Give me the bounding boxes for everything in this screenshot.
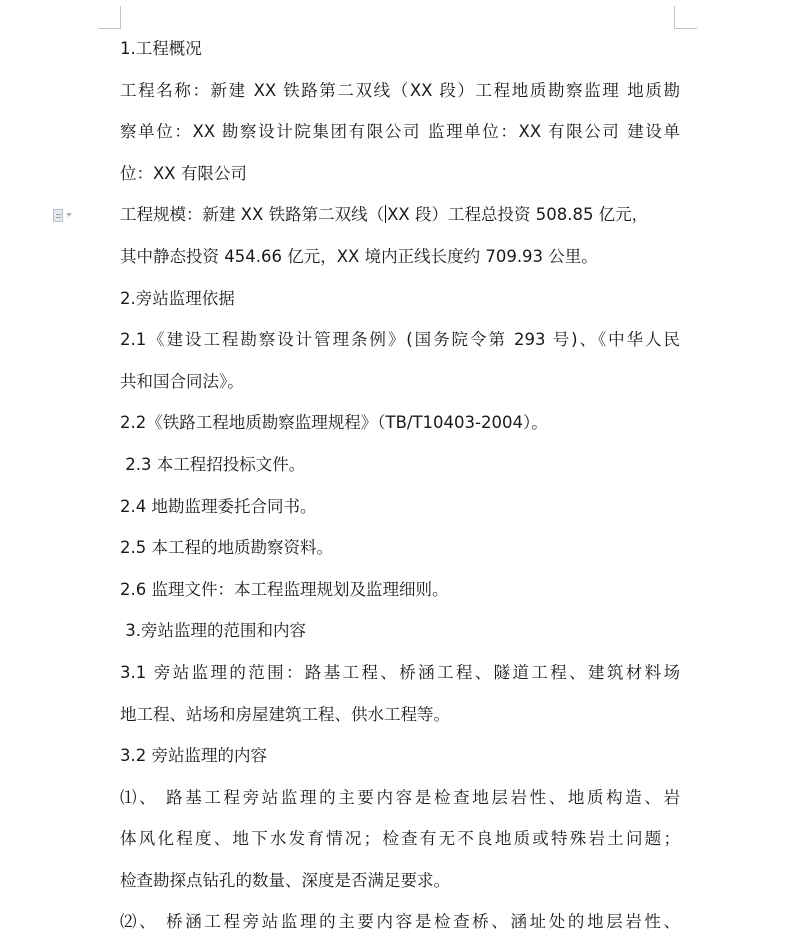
paragraph-options-icon[interactable] [53, 207, 79, 223]
section-heading: 1.工程概况 [120, 39, 202, 58]
paragraph-line: ⑵、 桥涵工程旁站监理的主要内容是检查桥、涵址处的地层岩性、 [120, 912, 680, 932]
paragraph-line: 察单位：XX 勘察设计院集团有限公司 监理单位：XX 有限公司 建设单 [120, 122, 680, 142]
paragraph-line: 其中静态投资 454.66 亿元，XX 境内正线长度约 709.93 公里。 [120, 246, 598, 266]
paragraph-line: 2.5 本工程的地质勘察资料。 [120, 538, 333, 558]
section-heading: 3.旁站监理的范围和内容 [120, 621, 306, 641]
paragraph-line: 2.6 监理文件：本工程监理规划及监理细则。 [120, 579, 449, 599]
section-heading: 2.旁站监理依据 [120, 288, 235, 308]
paragraph-line: 3.1 旁站监理的范围：路基工程、桥涵工程、隧道工程、建筑材料场 [120, 662, 680, 682]
paragraph-line-with-cursor [120, 194, 680, 236]
paragraph-text-segment: 工程规模：新建 XX 铁路第二双线（ [120, 205, 385, 225]
document-body[interactable] [120, 28, 680, 943]
document-icon [53, 209, 63, 222]
paragraph-line: 位：XX 有限公司 [120, 163, 247, 183]
paragraph-line: 2.2《铁路工程地质勘察监理规程》（TB/T10403-2004）。 [120, 413, 548, 433]
paragraph-line: ⑴、 路基工程旁站监理的主要内容是检查地层岩性、地质构造、岩 [120, 787, 680, 807]
paragraph-line: 2.1《建设工程勘察设计管理条例》(国务院令第 293 号)、《中华人民 [120, 330, 680, 350]
text-cursor [385, 205, 386, 223]
paragraph-line: 共和国合同法》。 [120, 371, 244, 391]
chevron-down-icon [66, 213, 72, 217]
paragraph-line: 3.2 旁站监理的内容 [120, 746, 267, 766]
paragraph-text-segment: XX 段）工程总投资 508.85 亿元， [387, 205, 649, 225]
paragraph-line: 2.3 本工程招投标文件。 [120, 454, 306, 474]
paragraph-line: 工程名称：新建 XX 铁路第二双线（XX 段）工程地质勘察监理 地质勘 [120, 80, 680, 100]
page-corner-mark-top-right [674, 6, 697, 29]
paragraph-line: 检查勘探点钻孔的数量、深度是否满足要求。 [120, 870, 450, 890]
page-corner-mark-top-left [98, 6, 121, 29]
paragraph-line: 2.4 地勘监理委托合同书。 [120, 496, 317, 516]
paragraph-line: 地工程、站场和房屋建筑工程、供水工程等。 [120, 704, 450, 724]
paragraph-line: 体风化程度、地下水发育情况；检查有无不良地质或特殊岩土问题； [120, 829, 680, 849]
